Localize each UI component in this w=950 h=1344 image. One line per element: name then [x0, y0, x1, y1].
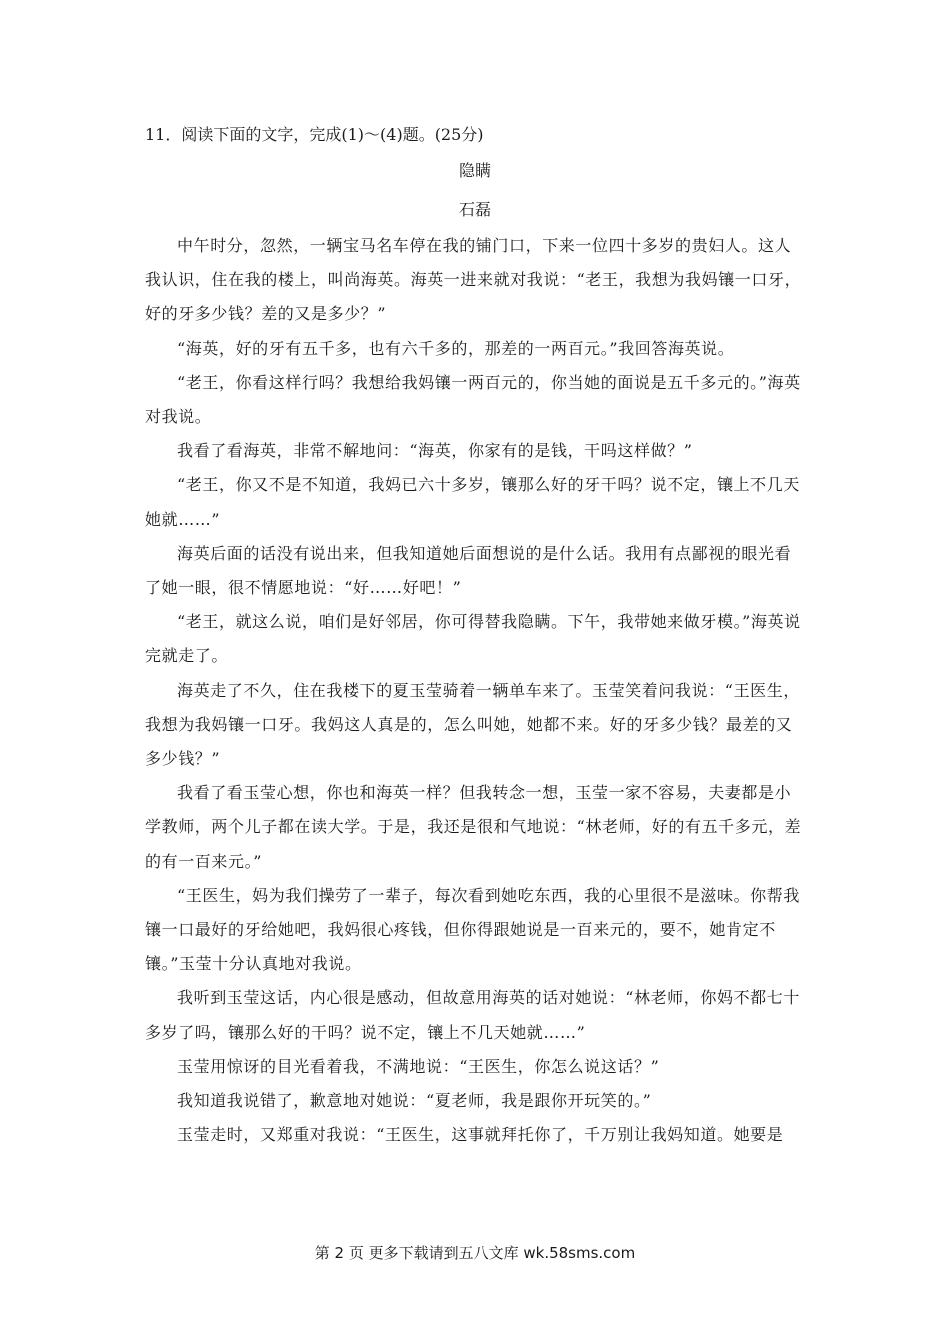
paragraph: 海英走了不久，住在我楼下的夏玉莹骑着一辆单车来了。玉莹笑着问我说：“王医生，我想为我妈镶一口牙。我妈这人真是的，怎么叫她，她都不来。好的牙多少钱？最差的又多少钱？” — [145, 680, 800, 769]
paragraph: 海英后面的话没有说出来，但我知道她后面想说的是什么话。我用有点鄙视的眼光看了她一眼，很不情愿地说：“好……好吧！” — [145, 543, 792, 598]
story-body — [145, 229, 805, 1152]
paragraph: “海英，好的牙有五千多，也有六千多的，那差的一两百元。”我回答海英说。 — [177, 338, 735, 358]
paragraph: 我知道我说错了，歉意地对她说：“夏老师，我是跟你开玩笑的。” — [177, 1091, 652, 1111]
paragraph: 我看了看海英，非常不解地问：“海英，你家有的是钱，干吗这样做？” — [177, 441, 693, 461]
paragraph: 我看了看玉莹心想，你也和海英一样？但我转念一想，玉莹一家不容易，夫妻都是小学教师，两个儿子都在读大学。于是，我还是很和气地说：“林老师，好的有五千多元，差的有一百来元。” — [145, 783, 802, 871]
paragraph: 玉莹用惊讶的目光看着我，不满地说：“王医生，你怎么说这话？” — [177, 1056, 660, 1076]
paragraph: “老王，你又不是不知道，我妈已六十多岁，镶那么好的牙干吗？说不定，镶上不几天她就……” — [145, 475, 800, 529]
page-footer: 第 2 页 更多下载请到五八文库 wk.58sms.com — [314, 1244, 636, 1262]
paragraph: “王医生，妈为我们操劳了一辈子，每次看到她吃东西，我的心里很不是滋味。你帮我镶一口最好的牙给她吧，我妈很心疼钱，但你得跟她说是一百来元的，要不，她肯定不镶。”玉莹十分认真地对我说。 — [145, 885, 800, 974]
paragraph: 我听到玉莹这话，内心很是感动，但故意用海英的话对她说：“林老师，你妈不都七十多岁了吗，镶那么好的干吗？说不定，镶上不几天她就……” — [145, 988, 800, 1042]
paragraph: “老王，你看这样行吗？我想给我妈镶一两百元的，你当她的面说是五千多元的。”海英对我说。 — [145, 372, 801, 427]
paragraph: 中午时分，忽然，一辆宝马名车停在我的铺门口，下来一位四十多岁的贵妇人。这人我认识，住在我的楼上，叫尚海英。海英一进来就对我说：“老王，我想为我妈镶一口牙，好的牙多少钱？差的又是多少？” — [145, 236, 802, 324]
story-title: 隐瞒 — [458, 161, 491, 180]
paragraph: 玉莹走时，又郑重对我说：“王医生，这事就拜托你了，千万别让我妈知道。她要是 — [177, 1125, 784, 1145]
question-header: 11．阅读下面的文字，完成(1)～(4)题。(25分) — [145, 125, 484, 144]
story-author: 石磊 — [458, 200, 491, 219]
paragraph: “老王，就这么说，咱们是好邻居，你可得替我隐瞒。下午，我带她来做牙模。”海英说完就走了。 — [145, 612, 801, 666]
